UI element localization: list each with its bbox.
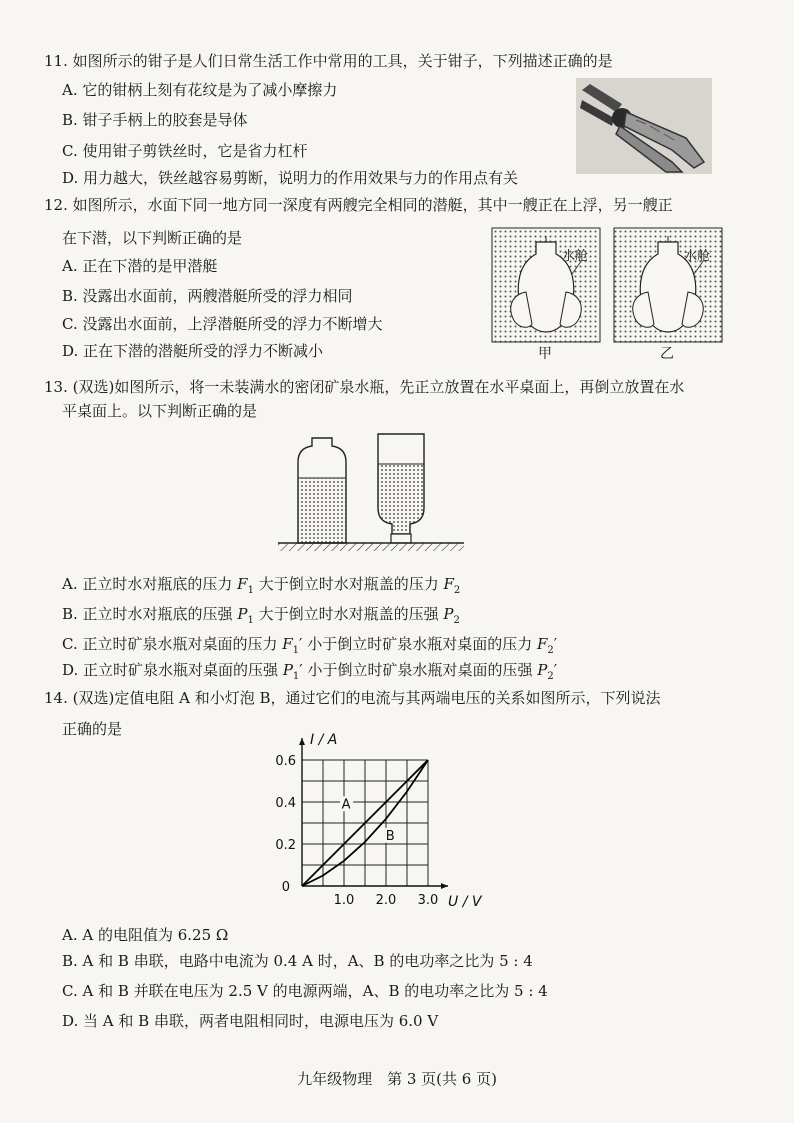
q11-stem: 11. 如图所示的钳子是人们日常生活工作中常用的工具，关于钳子，下列描述正确的是 [44, 52, 613, 70]
q11-option-b: B. 钳子手柄上的胶套是导体 [62, 111, 248, 129]
x-axis-label: U / V [448, 894, 482, 910]
inverted-bottle [378, 434, 424, 543]
x-tick-label: 1.0 [333, 893, 355, 908]
y-axis-label: I / A [310, 732, 338, 748]
series-label-b: B [385, 828, 395, 844]
q11-option-a: A. 它的钳柄上刻有花纹是为了减小摩擦力 [62, 81, 338, 99]
q14-option-d: D. 当 A 和 B 串联，两者电阻相同时，电源电压为 6.0 V [62, 1012, 439, 1030]
x-tick-label: 2.0 [375, 893, 397, 908]
label-jia: 甲 [538, 346, 552, 362]
x-tick-label: 3.0 [417, 893, 439, 908]
q14-option-c: C. A 和 B 并联在电压为 2.5 V 的电源两端，A、B 的电功率之比为 5 : 4 [62, 982, 548, 1000]
tank-label-right: 水舱 [684, 249, 711, 264]
q14-option-a: A. A 的电阻值为 6.25 Ω [62, 926, 229, 944]
page-footer: 九年级物理 第 3 页(共 6 页) [297, 1070, 497, 1088]
q14-option-b: B. A 和 B 串联，电路中电流为 0.4 A 时，A、B 的电功率之比为 5 : 4 [62, 952, 533, 970]
y-tick-label: 0.2 [275, 838, 296, 853]
q11-option-d: D. 用力越大，铁丝越容易剪断，说明力的作用效果与力的作用点有关 [62, 169, 519, 187]
q13-stem-line2: 平桌面上。以下判断正确的是 [62, 402, 258, 420]
q13-option-b: B. 正立时水对瓶底的压强 $P_1$ 大于倒立时水对瓶盖的压强 $P_2$ [62, 605, 460, 626]
q13-option-d: D. 正立时矿泉水瓶对桌面的压强 $P_1'$ 小于倒立时矿泉水瓶对桌面的压强 $P_2'$ [62, 661, 558, 682]
y-tick-label: 0.4 [275, 796, 296, 811]
upright-bottle [298, 438, 346, 543]
q13-option-a: A. 正立时水对瓶底的压力 $F_1$ 大于倒立时水对瓶盖的压力 $F_2$ [62, 575, 461, 596]
q14-stem-line1: 14. (双选)定值电阻 A 和小灯泡 B，通过它们的电流与其两端电压的关系如图所示，下列说法 [44, 689, 661, 707]
q12-stem-line1: 12. 如图所示，水面下同一地方同一深度有两艘完全相同的潜艇，其中一艘正在上浮，另一艘正 [44, 196, 673, 214]
q12-option-c: C. 没露出水面前，上浮潜艇所受的浮力不断增大 [62, 315, 383, 333]
bottles-figure [276, 428, 466, 554]
q12-option-a: A. 正在下潜的是甲潜艇 [62, 257, 218, 275]
q13-stem-line1: 13. (双选)如图所示，将一未装满水的密闭矿泉水瓶，先正立放置在水平桌面上，再倒立放置在水 [44, 378, 685, 396]
pliers-photo [576, 78, 712, 174]
q12-stem-line2: 在下潜，以下判断正确的是 [62, 229, 243, 247]
q11-option-c: C. 使用钳子剪铁丝时，它是省力杠杆 [62, 142, 308, 160]
submarine-figure [488, 224, 728, 374]
q13-option-c: C. 正立时矿泉水瓶对桌面的压力 $F_1'$ 小于倒立时矿泉水瓶对桌面的压力 $F_2'$ [62, 635, 558, 656]
y-tick-label: 0.6 [275, 754, 296, 769]
x-axis-arrow [441, 883, 448, 889]
origin-label: 0 [281, 880, 290, 895]
q12-option-b: B. 没露出水面前，两艘潜艇所受的浮力相同 [62, 287, 353, 305]
table-surface [278, 543, 464, 551]
iv-chart [262, 722, 502, 910]
q12-option-d: D. 正在下潜的潜艇所受的浮力不断减小 [62, 342, 324, 360]
tank-label-left: 水舱 [562, 249, 589, 264]
series-label-a: A [341, 797, 351, 813]
q14-stem-line2: 正确的是 [62, 720, 123, 738]
y-axis-arrow [299, 738, 305, 745]
label-yi: 乙 [660, 346, 674, 362]
